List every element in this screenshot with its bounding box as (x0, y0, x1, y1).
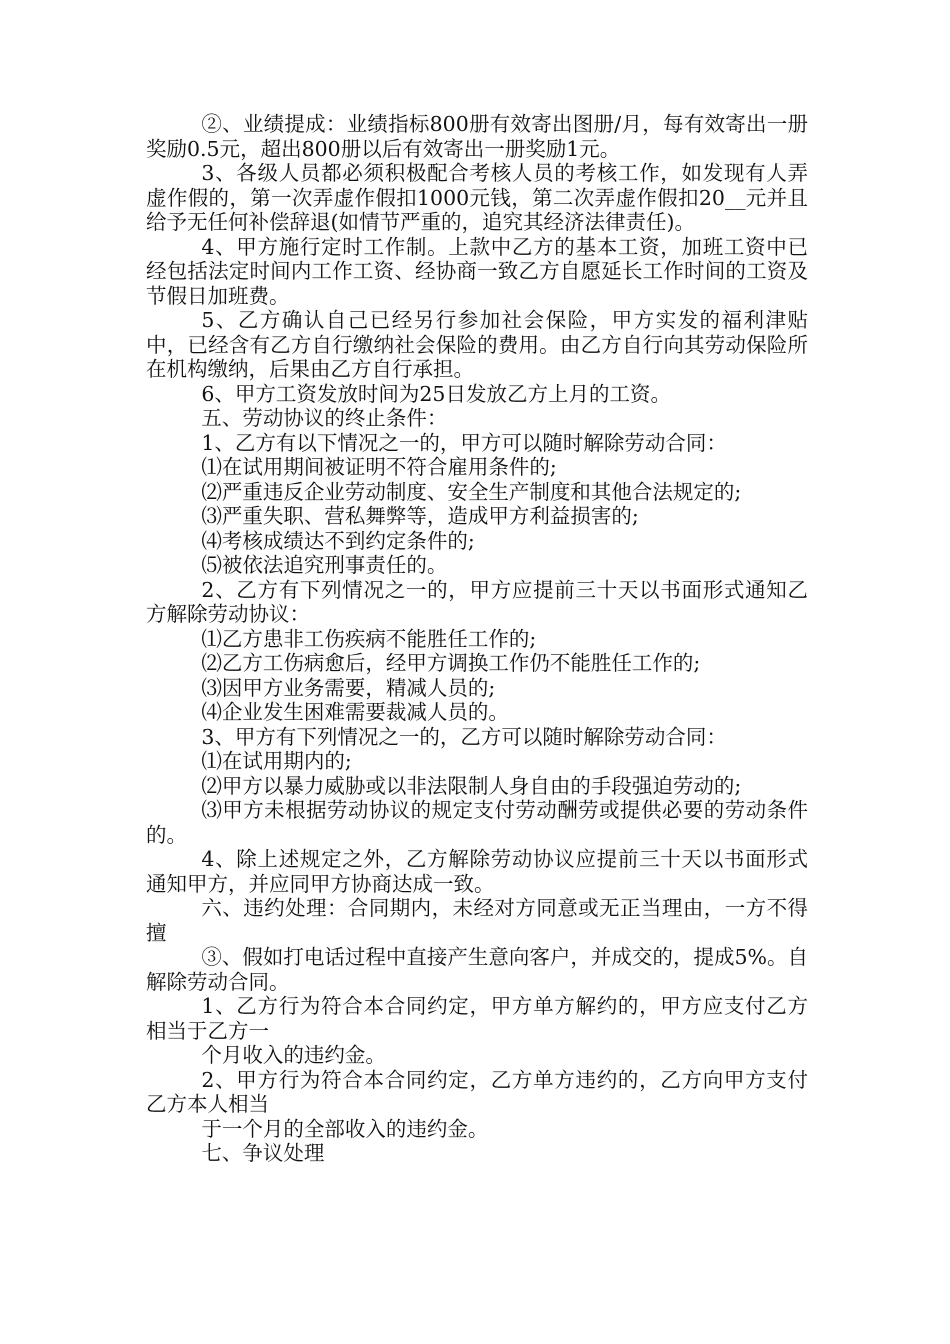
list-item: ⑴在试用期内的; (201, 749, 352, 773)
paragraph: 5、乙方确认自己已经另行参加社会保险，甲方实发的福利津贴中，已经含有乙方自行缴纳社会保险的费用。由乙方自行向其劳动保险所在机构缴纳，后果由乙方自行承担。 (146, 308, 808, 381)
list-item: ⑵严重违反企业劳动制度、安全生产制度和其他合法规定的; (201, 479, 742, 504)
section-heading: 七、争议处理 (201, 1141, 325, 1165)
list-item: ⑶严重失职、营私舞弊等，造成甲方利益损害的; (201, 504, 639, 528)
list-item: ⑵甲方以暴力威胁或以非法限制人身自由的手段强迫劳动的; (201, 773, 742, 798)
paragraph: 2、乙方有下列情况之一的，甲方应提前三十天以书面形式通知乙方解除劳动协议： (146, 577, 808, 626)
paragraph: 4、甲方施行定时工作制。上款中乙方的基本工资，加班工资中已经包括法定时间内工作工资、经协商一致乙方自愿延长工作时间的工资及节假日加班费。 (146, 234, 808, 308)
paragraph-continuation: 个月收入的违约金。 (201, 1043, 386, 1067)
list-item: ⑸被依法追究刑事责任的。 (201, 553, 448, 577)
list-item: ⑶甲方未根据劳动协议的规定支付劳动酬劳或提供必要的劳动条件的。 (146, 798, 808, 847)
list-item: ⑴乙方患非工伤疾病不能胜任工作的; (201, 626, 537, 651)
paragraph: 2、甲方行为符合本合同约定，乙方单方违约的，乙方向甲方支付乙方本人相当 (146, 1067, 808, 1116)
list-item: ⑷企业发生困难需要裁减人员的。 (201, 700, 509, 724)
paragraph: 3、各级人员都必须积极配合考核人员的考核工作，如发现有人弄虚作假的，第一次弄虚作假扣1000元钱，第二次弄虚作假扣20__元并且给予无任何补偿辞退(如情节严重的，追究其经济法律责任)。 (146, 161, 808, 234)
paragraph: 3、甲方有下列情况之一的，乙方可以随时解除劳动合同： (201, 724, 727, 749)
paragraph: 4、除上述规定之外，乙方解除劳动协议应提前三十天以书面形式通知甲方，并应同甲方协商达成一致。 (146, 847, 808, 896)
paragraph: 6、甲方工资发放时间为25日发放乙方上月的工资。 (201, 381, 671, 406)
paragraph: ②、业绩提成：业绩指标800册有效寄出图册/月，每有效寄出一册奖励0.5元，超出800册以后有效寄出一册奖励1元。 (146, 112, 808, 161)
paragraph-continuation: 于一个月的全部收入的违约金。 (201, 1116, 489, 1141)
section-heading: 六、违约处理：合同期内，未经对方同意或无正当理由，一方不得擅 (146, 896, 808, 945)
list-item: ⑶因甲方业务需要，精减人员的; (201, 675, 496, 700)
paragraph: 1、乙方有以下情况之一的，甲方可以随时解除劳动合同： (201, 430, 727, 455)
list-item: ⑷考核成绩达不到约定条件的; (201, 528, 475, 553)
document-body (146, 112, 808, 1166)
list-item: ⑵乙方工伤病愈后，经甲方调换工作仍不能胜任工作的; (201, 651, 701, 675)
paragraph: ③、假如打电话过程中直接产生意向客户，并成交的，提成5%。自解除劳动合同。 (146, 945, 808, 994)
list-item: ⑴在试用期间被证明不符合雇用条件的; (201, 455, 557, 479)
paragraph: 1、乙方行为符合本合同约定，甲方单方解约的，甲方应支付乙方相当于乙方一 (146, 994, 808, 1043)
section-heading: 五、劳动协议的终止条件： (201, 406, 448, 430)
